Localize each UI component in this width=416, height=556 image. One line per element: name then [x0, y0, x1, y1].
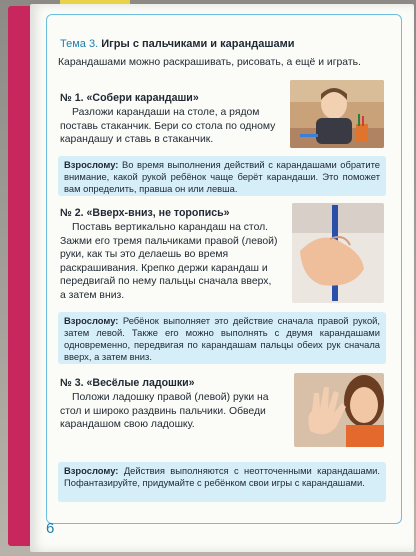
adult-text: Во время выполнения действий с карандашами обратите внимание, какой рукой ребёнок чаще берёт карандаши. Это поможет вам определить, правша он или левша. — [64, 159, 380, 194]
exercise-1-text: Разложи карандаши на столе, а рядом поставь стаканчик. Бери со стола по одному карандашу и ставь в стаканчик. — [60, 107, 276, 145]
exercise-2-adult-note — [58, 312, 386, 364]
intro-text: Карандашами можно раскрашивать, рисовать, а ещё и играть. — [58, 57, 361, 68]
exercise-2-text: Поставь вертикально карандаш на стол. Зажми его тремя пальчиками правой (левой) руки, как ты это делаешь во время раскрашивания. Крепко держи карандаш и передвигай по нему пальцы сначала вверх, а затем вниз. — [60, 222, 278, 301]
photo-child-palm — [294, 373, 384, 447]
exercise-1-adult-note — [58, 156, 386, 196]
adult-text: Ребёнок выполняет это действие сначала правой рукой, затем левой. Также его можно выполнять с двумя карандашами одновременно, передвигая по карандашам пальцы обеих рук сначала вверх, а затем вниз. — [64, 315, 380, 362]
adult-label: Взрослому: — [64, 159, 119, 170]
exercise-3-title: № 3. «Весёлые ладошки» — [60, 377, 195, 389]
exercise-3-adult-note — [58, 462, 386, 502]
exercise-1-title: № 1. «Собери карандаши» — [60, 92, 199, 104]
topic-title: Игры с пальчиками и карандашами — [101, 38, 295, 50]
adult-label: Взрослому: — [64, 465, 119, 476]
adult-label: Взрослому: — [64, 315, 119, 326]
page-number: 6 — [46, 520, 55, 537]
topic-heading — [60, 38, 295, 52]
photo-hand-holding-pencil — [292, 203, 384, 303]
photo-child-with-pencils — [290, 80, 384, 148]
adult-text: Действия выполняются с неотточенными карандашами. Пофантазируйте, придумайте с ребёнком свои игры с карандашами. — [64, 465, 380, 488]
exercise-3-text: Положи ладошку правой (левой) руки на стол и широко раздвинь пальчики. Обведи карандашом свою ладошку. — [60, 392, 269, 430]
exercise-2-title: № 2. «Вверх-вниз, не торопись» — [60, 207, 230, 219]
topic-number: Тема 3. — [60, 38, 99, 50]
